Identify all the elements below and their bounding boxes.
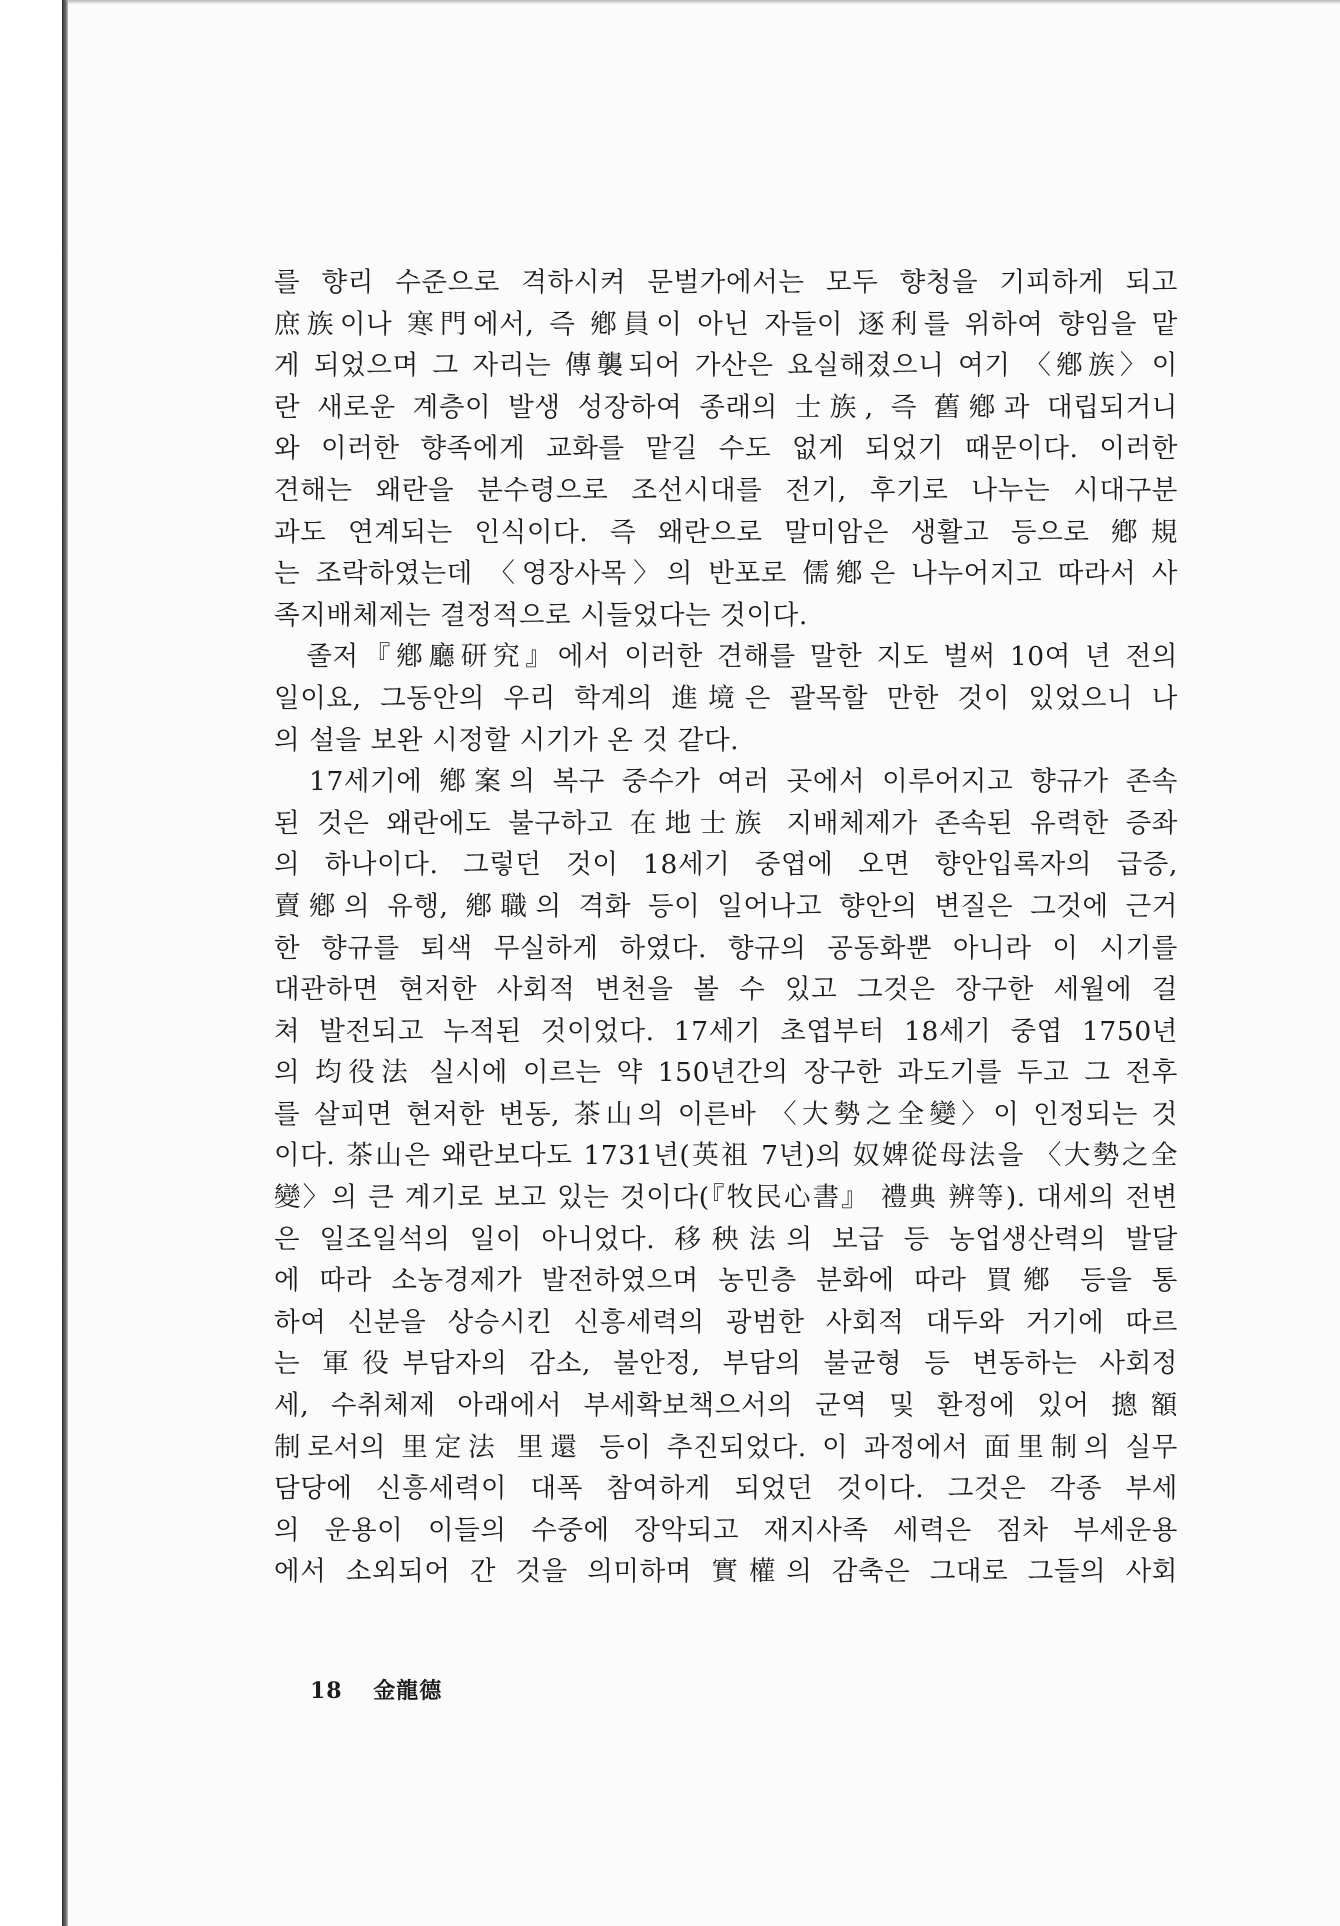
text-line: 의 설을 보완 시정할 시기가 온 것 같다. — [274, 724, 740, 756]
text-line: 庶族이나 寒門에서, 즉 鄕員이 아닌 자들이 逐利를 위하여 향임을 맡 — [274, 308, 1178, 340]
text-line: 쳐 발전되고 누적된 것이었다. 17세기 초엽부터 18세기 중엽 1750년 — [274, 1015, 1178, 1047]
text-line: 족지배체제는 결정적으로 시들었다는 것이다. — [274, 599, 808, 631]
body-text — [274, 262, 1178, 1593]
text-line: 賣鄕의 유행, 鄕職의 격화 등이 일어나고 향안의 변질은 그것에 근거 — [274, 890, 1178, 922]
text-line: 와 이러한 향족에게 교화를 맡길 수도 없게 되었기 때문이다. 이러한 — [274, 433, 1178, 465]
text-line: 은 일조일석의 일이 아니었다. 移秧法의 보급 등 농업생산력의 발달 — [274, 1223, 1178, 1255]
text-line: 17세기에 鄕案의 복구 중수가 여러 곳에서 이루어지고 향규가 존속 — [274, 766, 1178, 798]
text-line: 한 향규를 퇴색 무실하게 하였다. 향규의 공동화뿐 아니라 이 시기를 — [274, 932, 1178, 964]
text-line: 담당에 신흥세력이 대폭 참여하게 되었던 것이다. 그것은 각종 부세 — [274, 1473, 1178, 1505]
text-line: 는 軍役부담자의 감소, 불안정, 부담의 불균형 등 변동하는 사회정 — [274, 1348, 1178, 1380]
page-top-shadow — [68, 0, 1340, 4]
text-line: 의 均役法 실시에 이르는 약 150년간의 장구한 과도기를 두고 그 전후 — [274, 1057, 1178, 1089]
text-line: 에 따라 소농경제가 발전하였으며 농민층 분화에 따라 買鄕 등을 통 — [274, 1265, 1178, 1297]
text-line: 란 새로운 계층이 발생 성장하여 종래의 士族, 즉 舊鄕과 대립되거니 — [274, 391, 1178, 423]
text-line: 된 것은 왜란에도 불구하고 在地士族 지배체제가 존속된 유력한 증좌 — [274, 807, 1178, 839]
page-binding-edge — [62, 0, 68, 1926]
text-line: 이다. 茶山은 왜란보다도 1731년(英祖 7년)의 奴婢從母法을 〈大勢之全 — [274, 1140, 1178, 1172]
author-name: 金龍德 — [373, 1678, 443, 1704]
text-line: 대관하면 현저한 사회적 변천을 볼 수 있고 그것은 장구한 세월에 걸 — [274, 974, 1178, 1006]
text-line: 를 살피면 현저한 변동, 茶山의 이른바 〈大勢之全變〉이 인정되는 것 — [274, 1098, 1178, 1130]
text-line: 에서 소외되어 간 것을 의미하며 實權의 감축은 그대로 그들의 사회 — [274, 1556, 1178, 1588]
text-line: 세, 수취체제 아래에서 부세확보책으서의 군역 및 환정에 있어 摠額 — [274, 1390, 1178, 1422]
text-line: 하여 신분을 상승시킨 신흥세력의 광범한 사회적 대두와 거기에 따르 — [274, 1306, 1178, 1338]
text-line: 견해는 왜란을 분수령으로 조선시대를 전기, 후기로 나누는 시대구분 — [274, 474, 1178, 506]
text-line: 變〉의 큰 계기로 보고 있는 것이다(『牧民心書』 禮典 辨等). 대세의 전변 — [274, 1182, 1178, 1214]
text-line: 는 조락하였는데 〈영장사목〉의 반포로 儒鄕은 나누어지고 따라서 사 — [274, 558, 1178, 590]
text-line: 의 운용이 이들의 수중에 장악되고 재지사족 세력은 점차 부세운용 — [274, 1514, 1178, 1546]
page-number: 18 — [310, 1678, 343, 1704]
page-footer — [310, 1674, 442, 1705]
text-line: 게 되었으며 그 자리는 傳襲되어 가산은 요실해졌으니 여기 〈鄕族〉이 — [274, 350, 1178, 382]
text-line: 일이요, 그동안의 우리 학계의 進境은 괄목할 만한 것이 있었으니 나 — [274, 682, 1178, 714]
page-left-margin — [0, 0, 62, 1926]
text-line: 의 하나이다. 그렇던 것이 18세기 중엽에 오면 향안입록자의 급증, — [274, 849, 1178, 881]
text-line: 制로서의 里定法 里還 등이 추진되었다. 이 과정에서 面里制의 실무 — [274, 1431, 1178, 1463]
text-line: 졸저『鄕廳研究』에서 이러한 견해를 말한 지도 벌써 10여 년 전의 — [274, 641, 1178, 673]
text-line: 과도 연계되는 인식이다. 즉 왜란으로 말미암은 생활고 등으로 鄕規 — [274, 516, 1178, 548]
text-line: 를 향리 수준으로 격하시켜 문벌가에서는 모두 향청을 기피하게 되고 — [274, 267, 1178, 298]
